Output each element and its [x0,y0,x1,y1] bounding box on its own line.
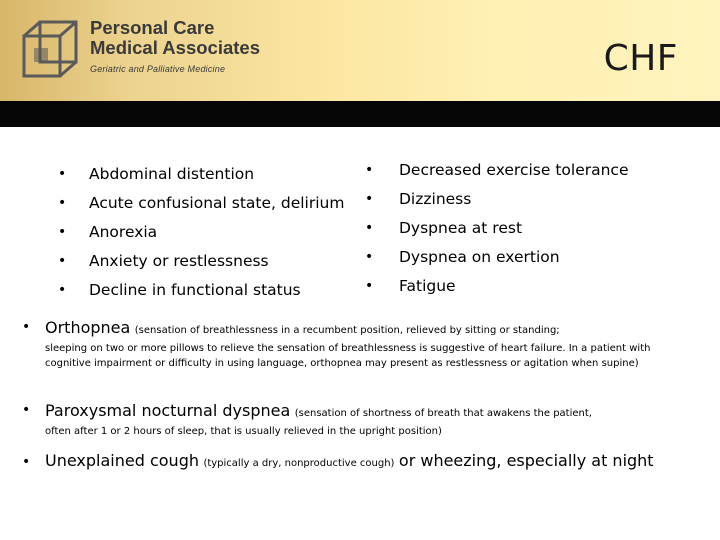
pnd-term: Paroxysmal nocturnal dyspnea [45,401,291,420]
bullet: • [58,224,67,240]
orthopnea-term: Orthopnea [45,318,131,337]
cough-paren: (typically a dry, nonproductive cough) [203,458,395,469]
symptom-label: Dizziness [399,190,472,208]
symptom-label: Decline in functional status [89,281,301,299]
bullet: • [365,191,374,207]
orthopnea-item [22,318,662,371]
bullet: • [22,402,31,418]
logo-line1: Personal Care [90,17,215,38]
logo-cube-icon [20,18,82,80]
bullet: • [58,253,67,269]
bullet: • [22,454,31,470]
pnd-item [22,401,662,439]
cough-term: Unexplained cough [45,451,199,470]
logo-line2: Medical Associates [90,37,261,58]
header-banner [0,0,720,101]
cough-rest: or wheezing, especially at night [398,451,654,470]
symptom-label: Decreased exercise tolerance [399,161,629,179]
bullet: • [365,162,374,178]
bullet: • [58,195,67,211]
orthopnea-paren: (sensation of breathlessness in a recumbent position, relieved by sitting or standing; [134,325,560,336]
orthopnea-note: sleeping on two or more pillows to relieve the sensation of breathlessness is suggestive of heart failure. In a patient with cognitive impairment or difficulty in using language, orthopnea may present as restlessness or agitation when supine) [45,343,651,369]
bullet: • [365,220,374,236]
bullet: • [58,166,67,182]
logo-tagline: Geriatric and Palliative Medicine [90,64,226,74]
pnd-paren: (sensation of shortness of breath that awakens the patient, [294,408,592,419]
logo-text [90,18,260,74]
symptom-label: Anorexia [89,223,158,241]
bullet: • [365,249,374,265]
symptom-label: Dyspnea on exertion [399,248,560,266]
symptom-label: Dyspnea at rest [399,219,523,237]
symptom-label: Abdominal distention [89,165,255,183]
symptom-label: Acute confusional state, delirium [89,194,345,212]
bullet: • [58,282,67,298]
symptom-label: Fatigue [399,277,456,295]
slide-title: CHF [603,38,678,79]
cough-item [22,449,662,476]
pnd-note: often after 1 or 2 hours of sleep, that is usually relieved in the upright position) [45,426,442,437]
bullet: • [22,319,31,335]
bullet: • [365,278,374,294]
symptom-label: Anxiety or restlessness [89,252,269,270]
divider-bar [0,101,720,127]
